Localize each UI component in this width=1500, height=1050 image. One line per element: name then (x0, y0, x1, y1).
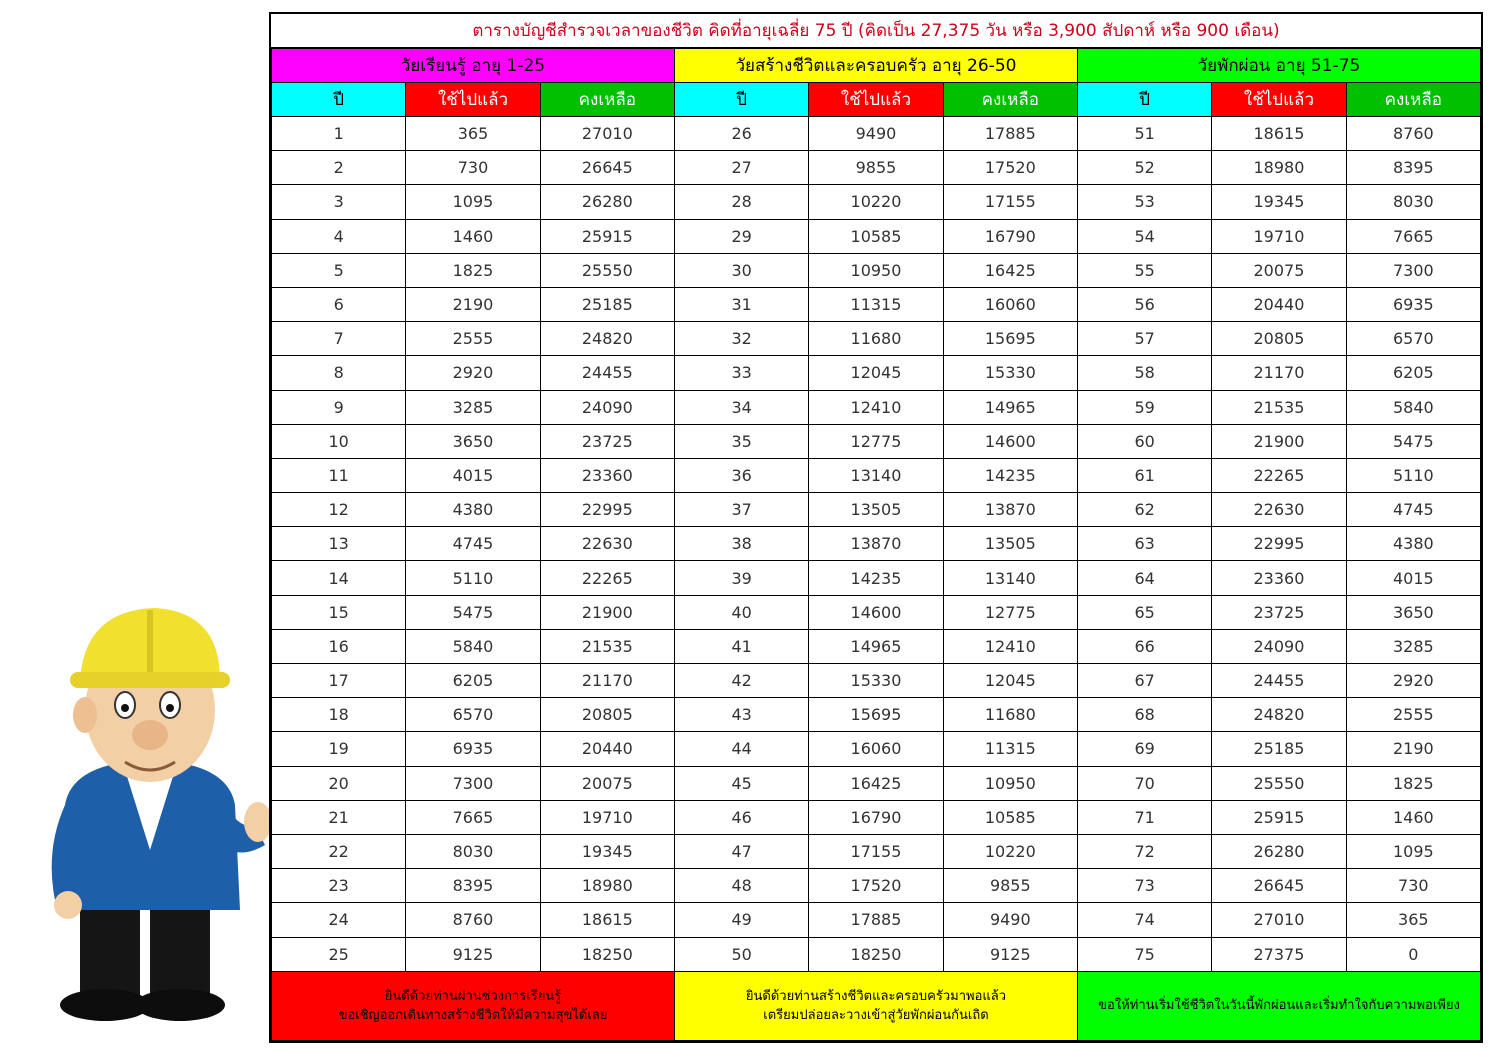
cell-remaining: 20075 (540, 766, 674, 800)
cell-remaining: 730 (1346, 869, 1480, 903)
cell-used: 20075 (1212, 253, 1346, 287)
cell-used: 7665 (406, 800, 540, 834)
cell-year: 9 (272, 390, 406, 424)
cell-year: 65 (1077, 595, 1211, 629)
cell-used: 6570 (406, 698, 540, 732)
cell-used: 1460 (406, 219, 540, 253)
cell-remaining: 13505 (943, 527, 1077, 561)
cell-remaining: 22630 (540, 527, 674, 561)
table-row (272, 424, 1481, 458)
cell-year: 3 (272, 185, 406, 219)
cell-remaining: 8030 (1346, 185, 1480, 219)
cell-year: 40 (674, 595, 808, 629)
cell-used: 19710 (1212, 219, 1346, 253)
cell-year: 36 (674, 458, 808, 492)
cell-remaining: 2920 (1346, 664, 1480, 698)
table-row (272, 800, 1481, 834)
subheader-year: ปี (272, 83, 406, 117)
table-row (272, 766, 1481, 800)
table-row (272, 869, 1481, 903)
cell-year: 15 (272, 595, 406, 629)
table-row (272, 219, 1481, 253)
cell-remaining: 14600 (943, 424, 1077, 458)
table-row (272, 151, 1481, 185)
cell-used: 25185 (1212, 732, 1346, 766)
cell-used: 25550 (1212, 766, 1346, 800)
cell-year: 68 (1077, 698, 1211, 732)
subheader-year: ปี (674, 83, 808, 117)
cell-year: 10 (272, 424, 406, 458)
cell-remaining: 12410 (943, 629, 1077, 663)
cell-remaining: 25185 (540, 287, 674, 321)
cell-year: 39 (674, 561, 808, 595)
worker-mascot-icon (40, 600, 270, 1030)
cell-remaining: 4015 (1346, 561, 1480, 595)
footer-message-line: ยินดีด้วยท่านผ่านช่วงการเรียนรู้ (384, 988, 562, 1004)
cell-used: 15330 (809, 664, 943, 698)
cell-remaining: 24090 (540, 390, 674, 424)
cell-remaining: 6570 (1346, 322, 1480, 356)
group-header-rest: วัยพักผ่อน อายุ 51-75 (1077, 49, 1480, 83)
cell-remaining: 27010 (540, 117, 674, 151)
cell-remaining: 19710 (540, 800, 674, 834)
subheader-remaining: คงเหลือ (540, 83, 674, 117)
cell-year: 22 (272, 834, 406, 868)
cell-used: 4745 (406, 527, 540, 561)
cell-used: 10220 (809, 185, 943, 219)
cell-year: 5 (272, 253, 406, 287)
cell-used: 13505 (809, 493, 943, 527)
cell-year: 60 (1077, 424, 1211, 458)
cell-remaining: 3650 (1346, 595, 1480, 629)
footer-message-line: เตรียมปล่อยละวางเข้าสู่วัยพักผ่อนกันเถิด (763, 1007, 989, 1023)
cell-year: 50 (674, 937, 808, 971)
cell-used: 25915 (1212, 800, 1346, 834)
cell-year: 34 (674, 390, 808, 424)
cell-year: 41 (674, 629, 808, 663)
table-row (272, 527, 1481, 561)
subheader-year: ปี (1077, 83, 1211, 117)
cell-used: 7300 (406, 766, 540, 800)
cell-used: 26645 (1212, 869, 1346, 903)
cell-year: 72 (1077, 834, 1211, 868)
cell-used: 4015 (406, 458, 540, 492)
cell-remaining: 18250 (540, 937, 674, 971)
cell-remaining: 16060 (943, 287, 1077, 321)
cell-used: 16790 (809, 800, 943, 834)
cell-year: 59 (1077, 390, 1211, 424)
cell-year: 43 (674, 698, 808, 732)
cell-remaining: 9855 (943, 869, 1077, 903)
cell-year: 23 (272, 869, 406, 903)
subheader-remaining: คงเหลือ (1346, 83, 1480, 117)
subheader-used: ใช้ไปแล้ว (1212, 83, 1346, 117)
cell-year: 27 (674, 151, 808, 185)
cell-remaining: 25915 (540, 219, 674, 253)
cell-year: 53 (1077, 185, 1211, 219)
cell-used: 13140 (809, 458, 943, 492)
footer-message-line: ยินดีด้วยท่านสร้างชีวิตและครอบครัวมาพอแล้ว (745, 988, 1007, 1004)
cell-year: 54 (1077, 219, 1211, 253)
cell-year: 1 (272, 117, 406, 151)
cell-year: 61 (1077, 458, 1211, 492)
cell-used: 2555 (406, 322, 540, 356)
cell-year: 13 (272, 527, 406, 561)
life-time-table (271, 48, 1481, 1041)
table-row (272, 834, 1481, 868)
cell-year: 51 (1077, 117, 1211, 151)
cell-remaining: 14235 (943, 458, 1077, 492)
cell-year: 69 (1077, 732, 1211, 766)
cell-remaining: 23725 (540, 424, 674, 458)
table-row (272, 117, 1481, 151)
cell-remaining: 3285 (1346, 629, 1480, 663)
footer-message-line: ขอให้ท่านเริ่มใช้ชีวิตในวันนี้พักผ่อนและเริ่มทำใจกับความพอเพียง (1098, 998, 1460, 1014)
cell-remaining: 7300 (1346, 253, 1480, 287)
cell-year: 57 (1077, 322, 1211, 356)
cell-year: 8 (272, 356, 406, 390)
cell-year: 44 (674, 732, 808, 766)
cell-remaining: 16790 (943, 219, 1077, 253)
cell-remaining: 19345 (540, 834, 674, 868)
cell-year: 6 (272, 287, 406, 321)
cell-used: 24820 (1212, 698, 1346, 732)
sheet-title: ตารางบัญชีสำรวจเวลาของชีวิต คิดที่อายุเฉลี่ย 75 ปี (คิดเป็น 27,375 วัน หรือ 3,900 สัปดาห์ หรือ 900 เดือน) (271, 14, 1481, 48)
table-row (272, 698, 1481, 732)
cell-year: 75 (1077, 937, 1211, 971)
cell-year: 14 (272, 561, 406, 595)
table-row (272, 356, 1481, 390)
cell-used: 21535 (1212, 390, 1346, 424)
cell-remaining: 2555 (1346, 698, 1480, 732)
cell-used: 24090 (1212, 629, 1346, 663)
cell-used: 23725 (1212, 595, 1346, 629)
cell-used: 6205 (406, 664, 540, 698)
cell-used: 1825 (406, 253, 540, 287)
cell-year: 71 (1077, 800, 1211, 834)
cell-remaining: 8760 (1346, 117, 1480, 151)
cell-remaining: 15330 (943, 356, 1077, 390)
cell-year: 38 (674, 527, 808, 561)
cell-year: 64 (1077, 561, 1211, 595)
cell-year: 21 (272, 800, 406, 834)
cell-year: 47 (674, 834, 808, 868)
cell-remaining: 12775 (943, 595, 1077, 629)
cell-year: 17 (272, 664, 406, 698)
cell-remaining: 0 (1346, 937, 1480, 971)
cell-remaining: 15695 (943, 322, 1077, 356)
cell-remaining: 4380 (1346, 527, 1480, 561)
cell-year: 66 (1077, 629, 1211, 663)
cell-remaining: 26645 (540, 151, 674, 185)
cell-remaining: 12045 (943, 664, 1077, 698)
cell-used: 22265 (1212, 458, 1346, 492)
cell-remaining: 22995 (540, 493, 674, 527)
cell-used: 5840 (406, 629, 540, 663)
cell-used: 21170 (1212, 356, 1346, 390)
cell-remaining: 13870 (943, 493, 1077, 527)
cell-year: 28 (674, 185, 808, 219)
cell-used: 14600 (809, 595, 943, 629)
cell-used: 8395 (406, 869, 540, 903)
cell-remaining: 6935 (1346, 287, 1480, 321)
subheader-used: ใช้ไปแล้ว (406, 83, 540, 117)
cell-remaining: 17520 (943, 151, 1077, 185)
cell-remaining: 6205 (1346, 356, 1480, 390)
cell-remaining: 5840 (1346, 390, 1480, 424)
cell-used: 9125 (406, 937, 540, 971)
cell-used: 13870 (809, 527, 943, 561)
subheader-row (272, 83, 1481, 117)
group-header-row (272, 49, 1481, 83)
cell-used: 26280 (1212, 834, 1346, 868)
table-row (272, 458, 1481, 492)
cell-used: 23360 (1212, 561, 1346, 595)
group-header-learning: วัยเรียนรู้ อายุ 1-25 (272, 49, 675, 83)
cell-year: 4 (272, 219, 406, 253)
cell-year: 33 (674, 356, 808, 390)
cell-used: 27375 (1212, 937, 1346, 971)
cell-used: 10585 (809, 219, 943, 253)
cell-remaining: 5475 (1346, 424, 1480, 458)
cell-remaining: 26280 (540, 185, 674, 219)
footer-message (674, 971, 1077, 1040)
cell-used: 730 (406, 151, 540, 185)
cell-used: 1095 (406, 185, 540, 219)
table-row (272, 322, 1481, 356)
cell-used: 22995 (1212, 527, 1346, 561)
cell-remaining: 11315 (943, 732, 1077, 766)
cell-year: 16 (272, 629, 406, 663)
cell-used: 24455 (1212, 664, 1346, 698)
cell-remaining: 7665 (1346, 219, 1480, 253)
cell-used: 6935 (406, 732, 540, 766)
cell-year: 35 (674, 424, 808, 458)
cell-year: 2 (272, 151, 406, 185)
cell-remaining: 22265 (540, 561, 674, 595)
cell-remaining: 4745 (1346, 493, 1480, 527)
cell-remaining: 1825 (1346, 766, 1480, 800)
cell-used: 12045 (809, 356, 943, 390)
cell-remaining: 16425 (943, 253, 1077, 287)
cell-year: 7 (272, 322, 406, 356)
group-header-building: วัยสร้างชีวิตและครอบครัว อายุ 26-50 (674, 49, 1077, 83)
table-row (272, 937, 1481, 971)
cell-used: 8760 (406, 903, 540, 937)
cell-used: 17155 (809, 834, 943, 868)
cell-remaining: 20805 (540, 698, 674, 732)
cell-year: 58 (1077, 356, 1211, 390)
cell-used: 3650 (406, 424, 540, 458)
cell-used: 22630 (1212, 493, 1346, 527)
cell-year: 18 (272, 698, 406, 732)
cell-year: 12 (272, 493, 406, 527)
cell-used: 9490 (809, 117, 943, 151)
cell-used: 11315 (809, 287, 943, 321)
table-row (272, 561, 1481, 595)
cell-year: 55 (1077, 253, 1211, 287)
cell-year: 31 (674, 287, 808, 321)
cell-used: 11680 (809, 322, 943, 356)
cell-used: 9855 (809, 151, 943, 185)
cell-year: 26 (674, 117, 808, 151)
table-row (272, 253, 1481, 287)
table-row (272, 903, 1481, 937)
cell-used: 17885 (809, 903, 943, 937)
cell-year: 49 (674, 903, 808, 937)
subheader-used: ใช้ไปแล้ว (809, 83, 943, 117)
cell-used: 20805 (1212, 322, 1346, 356)
cell-year: 30 (674, 253, 808, 287)
cell-year: 70 (1077, 766, 1211, 800)
cell-year: 37 (674, 493, 808, 527)
cell-remaining: 17155 (943, 185, 1077, 219)
cell-remaining: 1460 (1346, 800, 1480, 834)
cell-remaining: 13140 (943, 561, 1077, 595)
cell-used: 14965 (809, 629, 943, 663)
cell-year: 52 (1077, 151, 1211, 185)
table-row (272, 664, 1481, 698)
life-time-account-sheet (269, 12, 1483, 1043)
cell-year: 42 (674, 664, 808, 698)
cell-remaining: 9490 (943, 903, 1077, 937)
cell-remaining: 1095 (1346, 834, 1480, 868)
cell-remaining: 24820 (540, 322, 674, 356)
cell-remaining: 10585 (943, 800, 1077, 834)
cell-used: 10950 (809, 253, 943, 287)
cell-remaining: 365 (1346, 903, 1480, 937)
cell-remaining: 10220 (943, 834, 1077, 868)
cell-year: 46 (674, 800, 808, 834)
table-body (272, 117, 1481, 972)
cell-year: 67 (1077, 664, 1211, 698)
cell-year: 19 (272, 732, 406, 766)
cell-remaining: 20440 (540, 732, 674, 766)
cell-remaining: 5110 (1346, 458, 1480, 492)
cell-used: 15695 (809, 698, 943, 732)
cell-remaining: 23360 (540, 458, 674, 492)
cell-used: 365 (406, 117, 540, 151)
cell-used: 18615 (1212, 117, 1346, 151)
cell-year: 62 (1077, 493, 1211, 527)
cell-used: 19345 (1212, 185, 1346, 219)
subheader-remaining: คงเหลือ (943, 83, 1077, 117)
cell-used: 12410 (809, 390, 943, 424)
cell-year: 24 (272, 903, 406, 937)
cell-year: 73 (1077, 869, 1211, 903)
cell-used: 5110 (406, 561, 540, 595)
cell-used: 5475 (406, 595, 540, 629)
cell-year: 74 (1077, 903, 1211, 937)
cell-remaining: 9125 (943, 937, 1077, 971)
cell-used: 18250 (809, 937, 943, 971)
cell-remaining: 8395 (1346, 151, 1480, 185)
table-row (272, 595, 1481, 629)
cell-used: 17520 (809, 869, 943, 903)
cell-used: 16425 (809, 766, 943, 800)
cell-remaining: 24455 (540, 356, 674, 390)
cell-used: 18980 (1212, 151, 1346, 185)
cell-year: 63 (1077, 527, 1211, 561)
cell-year: 45 (674, 766, 808, 800)
cell-year: 25 (272, 937, 406, 971)
cell-year: 56 (1077, 287, 1211, 321)
cell-used: 2190 (406, 287, 540, 321)
table-row (272, 390, 1481, 424)
cell-year: 48 (674, 869, 808, 903)
table-row (272, 732, 1481, 766)
cell-used: 12775 (809, 424, 943, 458)
cell-used: 20440 (1212, 287, 1346, 321)
cell-remaining: 21535 (540, 629, 674, 663)
cell-remaining: 14965 (943, 390, 1077, 424)
cell-remaining: 18615 (540, 903, 674, 937)
cell-used: 3285 (406, 390, 540, 424)
footer-message (272, 971, 675, 1040)
cell-year: 11 (272, 458, 406, 492)
cell-year: 29 (674, 219, 808, 253)
cell-year: 20 (272, 766, 406, 800)
cell-remaining: 2190 (1346, 732, 1480, 766)
cell-remaining: 25550 (540, 253, 674, 287)
cell-remaining: 21900 (540, 595, 674, 629)
table-row (272, 493, 1481, 527)
cell-year: 32 (674, 322, 808, 356)
cell-remaining: 18980 (540, 869, 674, 903)
cell-used: 21900 (1212, 424, 1346, 458)
table-row (272, 287, 1481, 321)
table-row (272, 629, 1481, 663)
cell-used: 8030 (406, 834, 540, 868)
footer-row (272, 971, 1481, 1040)
footer-message (1077, 971, 1480, 1040)
cell-used: 4380 (406, 493, 540, 527)
cell-remaining: 11680 (943, 698, 1077, 732)
cell-used: 16060 (809, 732, 943, 766)
footer-message-line: ขอเชิญออกเดินทางสร้างชีวิตให้มีความสุขได้เลย (338, 1007, 608, 1023)
cell-used: 27010 (1212, 903, 1346, 937)
cell-used: 14235 (809, 561, 943, 595)
cell-remaining: 10950 (943, 766, 1077, 800)
cell-remaining: 17885 (943, 117, 1077, 151)
cell-used: 2920 (406, 356, 540, 390)
cell-remaining: 21170 (540, 664, 674, 698)
table-row (272, 185, 1481, 219)
